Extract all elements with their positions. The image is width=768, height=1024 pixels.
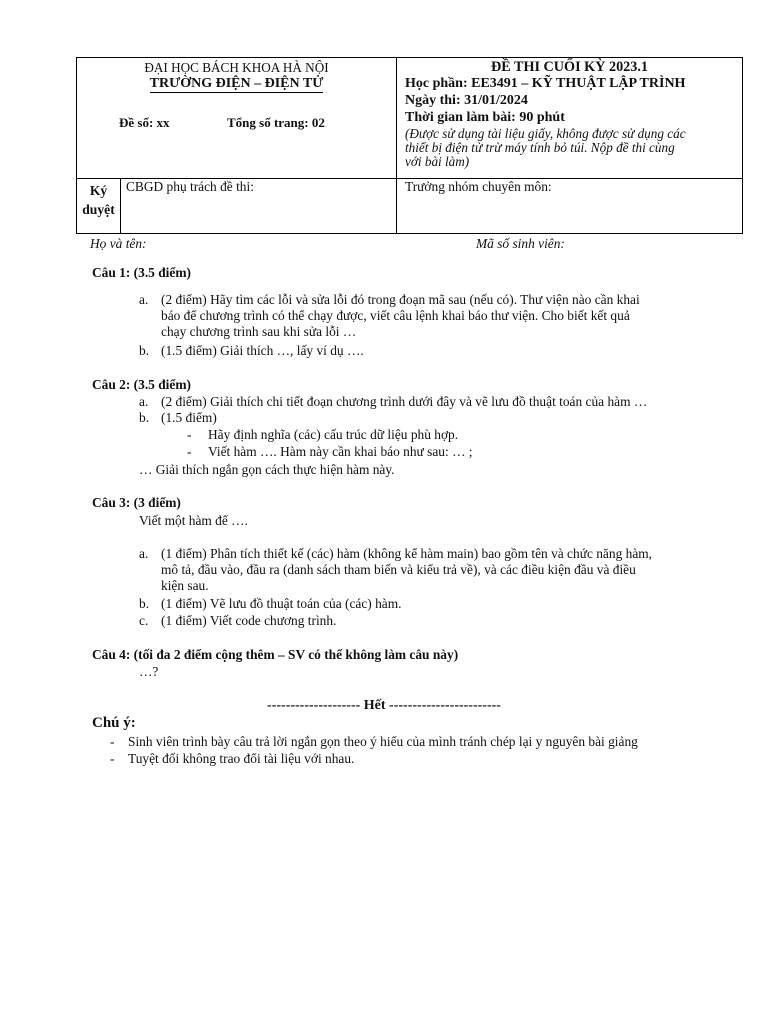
school-name: TRƯỜNG ĐIỆN – ĐIỆN TỬ (149, 76, 324, 91)
head-signature-cell (397, 179, 743, 234)
note-1-dash: - (110, 734, 115, 749)
q2-sub-item-2: Viết hàm …. Hàm này cần khai báo như sau: … ; (208, 444, 473, 459)
note-item-2: Tuyệt đối không trao đổi tài liệu với nhau. (128, 751, 355, 766)
total-pages: Tổng số trang: 02 (227, 115, 325, 130)
exam-date: Ngày thi: 31/01/2024 (405, 93, 528, 108)
head-label: Trưởng nhóm chuyên môn: (405, 179, 552, 194)
lecturer-label: CBGD phụ trách đề thi: (126, 179, 254, 194)
exam-rules-note: (Được sử dụng tài liệu giấy, không được sử dụng các thiết bị điện tử trừ máy tính bỏ túi. Nộp đề thi cùng với bài làm) (405, 126, 686, 169)
exam-duration: Thời gian làm bài: 90 phút (405, 110, 565, 125)
header-left-cell (77, 58, 397, 179)
q2-dash-2: - (187, 444, 192, 459)
notes-title: Chú ý: (92, 715, 136, 731)
q4-body: …? (139, 664, 159, 679)
note-item-1: Sinh viên trình bày câu trả lời ngắn gọn theo ý hiểu của mình tránh chép lại y nguyên bài giảng (128, 734, 638, 749)
question-1-title: Câu 1: (3.5 điểm) (92, 265, 191, 280)
question-4-title: Câu 4: (tối đa 2 điểm cộng thêm – SV có thể không làm câu này) (92, 647, 459, 662)
lecturer-signature-cell (121, 179, 397, 234)
q2-dash-1: - (187, 427, 192, 442)
question-3-title: Câu 3: (3 điểm) (92, 495, 181, 510)
q2-sub-item-1: Hãy định nghĩa (các) cấu trúc dữ liệu phù hợp. (208, 427, 459, 442)
exam-title: ĐỀ THI CUỐI KỲ 2023.1 (490, 59, 648, 75)
student-name-label: Họ và tên: (90, 236, 147, 251)
student-id-label: Mã số sinh viên: (476, 236, 565, 251)
exam-header-table (76, 57, 743, 234)
header-right-cell (397, 58, 743, 179)
q3-intro: Viết một hàm để …. (139, 513, 248, 528)
note-2-dash: - (110, 751, 115, 766)
end-of-exam-marker: -------------------- Hết ------------------------ (267, 698, 501, 713)
course-name: Học phần: EE3491 – KỸ THUẬT LẬP TRÌNH (405, 76, 686, 91)
exam-code: Đề số: xx (119, 115, 170, 130)
q2-explain: … Giải thích ngắn gọn cách thực hiện hàm này. (139, 462, 395, 477)
exam-page: ĐẠI HỌC BÁCH KHOA HÀ NỘI TRƯỜNG ĐIỆN – ĐIỆN TỬ Đề số: xx Tổng số trang: 02 ĐỀ THI CUỐI KỲ 2023.1 Học phần: EE3491 – KỸ THUẬT LẬP TRÌNH Ngày thi: 31/01/2024 Thời gian làm bài: 90 phút (Được sử dụng tài liệu giấy, không được sử dụng các thiết bị điện tử trừ máy tính bỏ túi. Nộp đề thi cùng với bài làm) Ký duyệt CBGD phụ trách đề thi: Trưởng nhóm chuyên môn: Họ và tên: Mã số sinh viên: Câu 1: (3.5 điểm) a. (2 điểm) Hãy tìm các lỗi và sửa lỗi đó trong đoạn mã sau (nếu có). Thư viện nào cần khai báo để chương trình có thể chạy được, viết câu lệnh khai báo thư viện. Cho biết kết quả chạy chương trình sau khi sửa lỗi … b. (1.5 điểm) Giải thích …, lấy ví dụ …. Câu 2: (3.5 điểm) a. (2 điểm) Giải thích chi tiết đoạn chương trình dưới đây và vẽ lưu đồ thuật toán của hàm … b. (1.5 điểm) - Hãy định nghĩa (các) cấu trúc dữ liệu phù hợp. - Viết hàm …. Hàm này cần khai báo như sau: … ; … Giải thích ngắn gọn cách thực hiện hàm này. Câu 3: (3 điểm) Viết một hàm để …. a. (1 điểm) Phân tích thiết kế (các) hàm (không kể hàm main) bao gồm tên và chức năng hàm, mô tả, đầu vào, đầu ra (danh sách tham biến và kiểu trả về), và các điều kiện đầu và điều kiện sau. b. (1 điểm) Vẽ lưu đồ thuật toán của (các) hàm. c. (1 điểm) Viết code chương trình. Câu 4: (tối đa 2 điểm cộng thêm – SV có thể không làm câu này) …? -------------------- Hết ------------------------ Chú ý: - Sinh viên trình bày câu trả lời ngắn gọn theo ý hiểu của mình tránh chép lại y nguyên bài giảng - Tuyệt đối không trao đổi tài liệu với nhau. (0, 0, 768, 1024)
question-2-title: Câu 2: (3.5 điểm) (92, 377, 191, 392)
university-name: ĐẠI HỌC BÁCH KHOA HÀ NỘI (144, 60, 329, 75)
approval-label: Ký duyệt (77, 179, 121, 234)
